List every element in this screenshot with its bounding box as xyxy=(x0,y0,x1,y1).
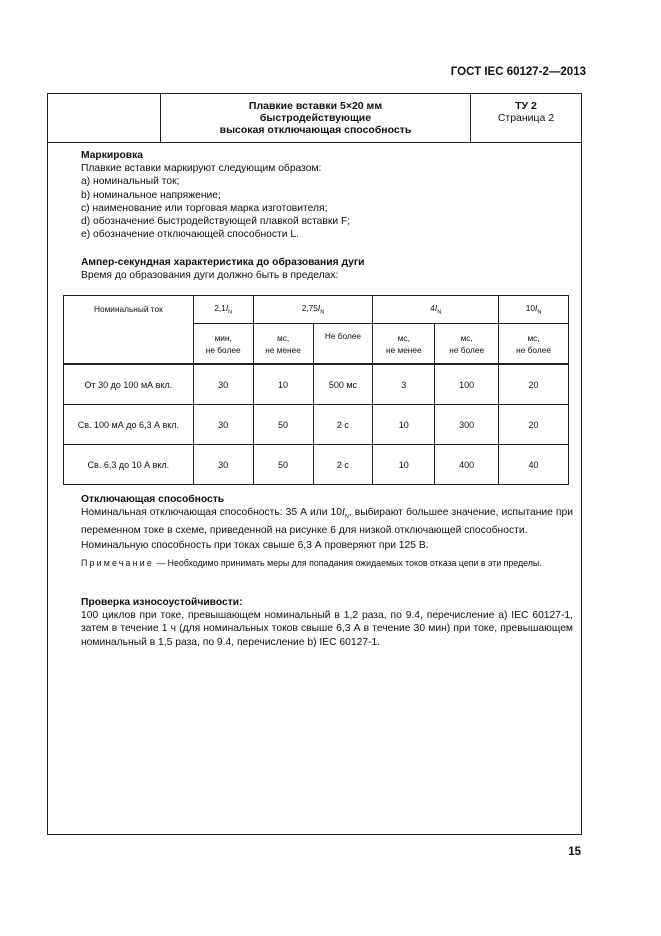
subheader: мс, не менее xyxy=(373,324,435,365)
breaking-heading: Отключающая способность xyxy=(81,494,225,505)
header-rated-current: Номинальный ток xyxy=(64,296,194,365)
group-header: $2,1I_N$ xyxy=(193,296,253,324)
breaking-voltage-paragraph: Номинальную способность при токах свыше 6,3 А проверяют при 125 В. xyxy=(81,539,429,551)
subheader: мс, не менее xyxy=(253,324,313,365)
sheet-page: Страница 2 xyxy=(497,112,555,124)
endurance-paragraph: 100 циклов при токе, превышающем номинальный в 1,2 раза, по 9.4, перечисление а) IEC 60127-1, затем в течение 1 ч (для номинальных токов свыше 6,3 А в течение 30 мин) при токе, превышающем номинальный в 1,5 раза, по 9.4, перечисление b) IEC 60127-1. xyxy=(81,610,573,648)
row-label: Св. 6,3 до 10 А вкл. xyxy=(64,445,194,485)
table-cell: 50 xyxy=(253,445,313,485)
marking-intro: Плавкие вставки маркируют следующим образом: xyxy=(81,163,322,175)
table-cell: 10 xyxy=(253,364,313,405)
table-row xyxy=(64,364,569,405)
table-row xyxy=(64,445,569,485)
table-cell: 20 xyxy=(499,405,569,445)
subheader: мин, не более xyxy=(193,324,253,365)
note-label: Примечание xyxy=(81,557,154,568)
page-frame xyxy=(47,93,582,835)
ampere-section xyxy=(81,256,573,282)
table-cell: 3 xyxy=(373,364,435,405)
title-line: Плавкие вставки 5×20 мм xyxy=(248,100,383,112)
marking-item: b) номинальное напряжение; xyxy=(81,189,221,201)
endurance-heading: Проверка износоустойчивости: xyxy=(81,597,243,608)
table-cell: 30 xyxy=(193,445,253,485)
table-cell: 300 xyxy=(435,405,499,445)
title-block-sheet xyxy=(471,94,581,148)
ampere-intro: Время до образования дуги должно быть в пределах: xyxy=(81,270,339,282)
group-header: $10I_N$ xyxy=(499,296,569,324)
marking-section xyxy=(81,149,573,241)
table-cell: 100 xyxy=(435,364,499,405)
table-cell: 10 xyxy=(373,445,435,485)
group-header: $2,75I_N$ xyxy=(253,296,373,324)
table-cell: 50 xyxy=(253,405,313,445)
table-cell: 500 мс xyxy=(313,364,373,405)
document-code: ГОСТ IEC 60127-2—2013 xyxy=(450,66,586,78)
breaking-paragraph: Номинальная отключающая способность: 35 А или $10I_N$, выбирают большее значение, испытание при переменном токе в схеме, приведенной на рисунке 6 для низкой отключающей способности. xyxy=(81,507,573,537)
breaking-section xyxy=(81,493,573,569)
subheader: мс, не более xyxy=(499,324,569,365)
marking-item: d) обозначение быстродействующей плавкой вставки F; xyxy=(81,216,351,228)
table-cell: 400 xyxy=(435,445,499,485)
title-line: быстродействующие xyxy=(259,112,372,124)
endurance-section xyxy=(81,596,573,649)
table-cell: 2 с xyxy=(313,445,373,485)
title-line: высокая отключающая способность xyxy=(219,124,412,136)
subheader: Не более xyxy=(313,324,373,365)
table-cell: 10 xyxy=(373,405,435,445)
marking-item: е) обозначение отключающей способности L. xyxy=(81,229,299,241)
note xyxy=(81,557,573,569)
title-block xyxy=(48,94,581,143)
table-cell: 30 xyxy=(193,405,253,445)
ampere-heading: Ампер-секундная характеристика до образования дуги xyxy=(81,257,365,268)
group-header: $4I_N$ xyxy=(373,296,499,324)
note-text: — Необходимо принимать меры для попадания ожидаемых токов отказа цепи в эти пределы. xyxy=(153,557,542,568)
sheet-code: ТУ 2 xyxy=(515,100,537,112)
time-table xyxy=(63,295,569,485)
marking-item: с) наименование или торговая марка изготовителя; xyxy=(81,202,328,214)
row-label: Св. 100 мА до 6,3 А вкл. xyxy=(64,405,194,445)
table-row xyxy=(64,405,569,445)
marking-item: а) номинальный ток; xyxy=(81,176,180,188)
table-cell: 40 xyxy=(499,445,569,485)
table-cell: 30 xyxy=(193,364,253,405)
title-block-empty-cell xyxy=(48,94,161,142)
table-cell: 20 xyxy=(499,364,569,405)
page-number: 15 xyxy=(568,846,581,858)
table-cell: 2 с xyxy=(313,405,373,445)
title-block-title xyxy=(161,94,471,142)
marking-heading: Маркировка xyxy=(81,150,143,161)
subheader: мс, не более xyxy=(435,324,499,365)
row-label: От 30 до 100 мА вкл. xyxy=(64,364,194,405)
